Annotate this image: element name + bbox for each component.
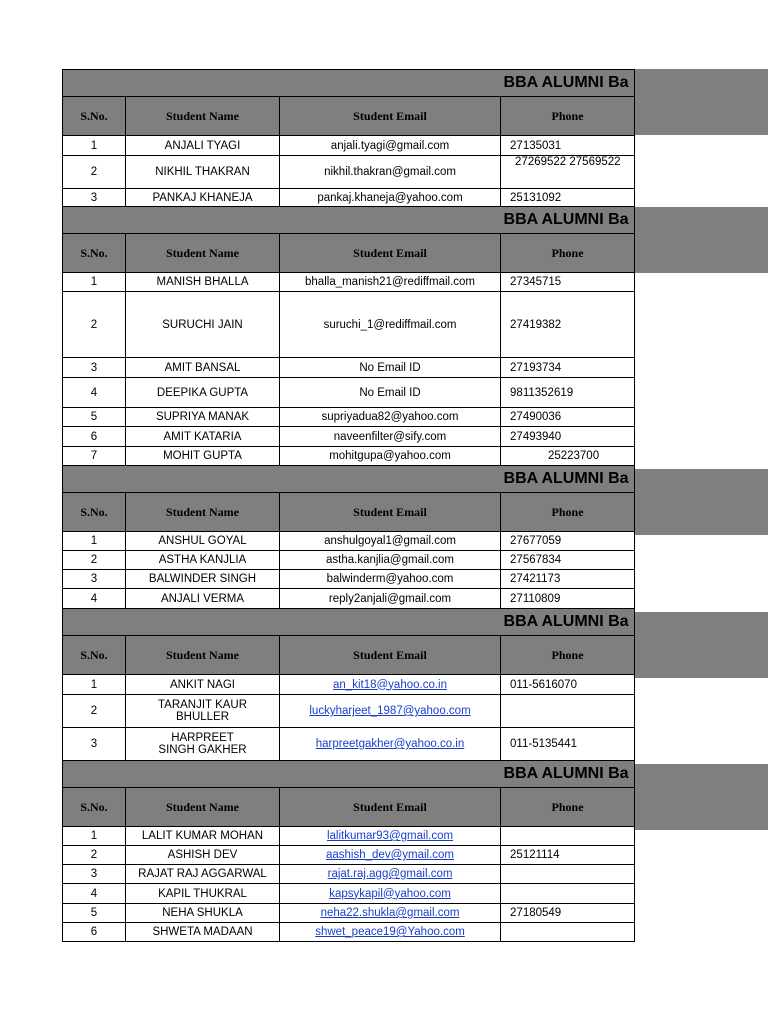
- sno-cell: 5: [63, 408, 126, 427]
- student-name-cell: NEHA SHUKLA: [126, 904, 280, 923]
- sno-cell: 2: [63, 846, 126, 865]
- sno-cell: 1: [63, 675, 126, 695]
- header-sno: S.No.: [63, 636, 126, 675]
- table-row: [63, 427, 635, 447]
- section-title-row: [63, 761, 635, 788]
- column-header-row: [63, 234, 635, 273]
- student-email-cell: [280, 532, 501, 551]
- email-text: anjali.tyagi@gmail.com: [330, 139, 450, 152]
- student-email-cell: [280, 728, 501, 761]
- phone-cell: 27135031: [501, 136, 635, 156]
- table-row: [63, 408, 635, 427]
- student-email-cell: [280, 923, 501, 942]
- table-row: [63, 589, 635, 609]
- sno-cell: 3: [63, 358, 126, 378]
- email-link[interactable]: kapsykapil@yahoo.com: [329, 887, 451, 900]
- header-phone: Phone: [501, 788, 635, 827]
- email-link[interactable]: neha22.shukla@gmail.com: [320, 907, 460, 919]
- student-name-cell: MOHIT GUPTA: [126, 447, 280, 466]
- student-email-cell: [280, 378, 501, 408]
- student-name-cell: SHWETA MADAAN: [126, 923, 280, 942]
- student-email-cell: [280, 904, 501, 923]
- phone-cell: 27677059: [501, 532, 635, 551]
- phone-cell: 27110809: [501, 589, 635, 609]
- section-title-row: [63, 207, 635, 234]
- student-name-cell: DEEPIKA GUPTA: [126, 378, 280, 408]
- table-row: [63, 728, 635, 761]
- email-link[interactable]: luckyharjeet_1987@yahoo.com: [309, 705, 471, 717]
- email-text: reply2anjali@gmail.com: [328, 592, 452, 605]
- phone-cell: 9811352619: [501, 378, 635, 408]
- email-link[interactable]: shwet_peace19@Yahoo.com: [315, 926, 465, 938]
- sno-cell: 6: [63, 923, 126, 942]
- email-link[interactable]: an_kit18@yahoo.co.in: [333, 678, 447, 691]
- phone-cell: 25131092: [501, 189, 635, 207]
- phone-cell: 27180549: [501, 904, 635, 923]
- student-email-cell: [280, 273, 501, 292]
- sno-cell: 3: [63, 189, 126, 207]
- sno-cell: 2: [63, 292, 126, 358]
- student-email-cell: [280, 189, 501, 207]
- phone-cell: 27193734: [501, 358, 635, 378]
- email-text: bhalla_manish21@rediffmail.com: [305, 276, 476, 288]
- email-text: No Email ID: [359, 361, 421, 374]
- table-row: [63, 923, 635, 942]
- sno-cell: 3: [63, 728, 126, 761]
- student-name-cell: RAJAT RAJ AGGARWAL: [126, 865, 280, 884]
- header-sno: S.No.: [63, 234, 126, 273]
- student-name-cell: AMIT KATARIA: [126, 427, 280, 447]
- student-email-cell: [280, 408, 501, 427]
- student-name-cell: TARANJIT KAUR BHULLER: [126, 695, 280, 728]
- sno-cell: 2: [63, 551, 126, 570]
- sno-cell: 4: [63, 884, 126, 904]
- sno-cell: 1: [63, 136, 126, 156]
- table-row: [63, 189, 635, 207]
- student-name-cell: LALIT KUMAR MOHAN: [126, 827, 280, 846]
- sno-cell: 1: [63, 532, 126, 551]
- alumni-sheet: [62, 69, 634, 942]
- header-sno: S.No.: [63, 788, 126, 827]
- section-title-row: [63, 609, 635, 636]
- student-name-cell: ASHISH DEV: [126, 846, 280, 865]
- sno-cell: 1: [63, 827, 126, 846]
- student-email-cell: [280, 884, 501, 904]
- phone-cell: [501, 923, 635, 942]
- table-row: [63, 884, 635, 904]
- student-name-cell: MANISH BHALLA: [126, 273, 280, 292]
- title-blank-cell: [63, 70, 501, 97]
- phone-cell: 25121114: [501, 846, 635, 865]
- table-row: [63, 695, 635, 728]
- email-link[interactable]: lalitkumar93@gmail.com: [326, 830, 454, 842]
- student-name-cell: KAPIL THUKRAL: [126, 884, 280, 904]
- header-student-name: Student Name: [126, 493, 280, 532]
- email-link[interactable]: aashish_dev@ymail.com: [326, 849, 455, 861]
- phone-cell: [501, 865, 635, 884]
- table-row: [63, 532, 635, 551]
- sno-cell: 7: [63, 447, 126, 466]
- student-name-cell: SUPRIYA MANAK: [126, 408, 280, 427]
- section-band-5: [634, 764, 768, 830]
- table-row: [63, 865, 635, 884]
- email-text: naveenfilter@sify.com: [333, 430, 447, 443]
- section-title-row: [63, 466, 635, 493]
- phone-cell: 25223700: [501, 447, 635, 466]
- student-name-cell: ASTHA KANJLIA: [126, 551, 280, 570]
- email-link[interactable]: rajat.raj.agg@gmail.com: [327, 868, 453, 880]
- student-name-cell: NIKHIL THAKRAN: [126, 156, 280, 189]
- table-row: [63, 292, 635, 358]
- title-blank-cell: [63, 207, 501, 234]
- header-student-name: Student Name: [126, 97, 280, 136]
- table-row: [63, 551, 635, 570]
- sno-cell: 4: [63, 589, 126, 609]
- column-header-row: [63, 788, 635, 827]
- phone-cell: 27493940: [501, 427, 635, 447]
- student-email-cell: [280, 695, 501, 728]
- table-row: [63, 378, 635, 408]
- email-text: No Email ID: [359, 386, 421, 399]
- section-title-cell: [501, 466, 635, 493]
- sno-cell: 2: [63, 695, 126, 728]
- section-band-3: [634, 469, 768, 535]
- header-student-name: Student Name: [126, 636, 280, 675]
- email-text: suruchi_1@rediffmail.com: [323, 318, 457, 331]
- student-name-cell: BALWINDER SINGH: [126, 570, 280, 589]
- email-text: anshulgoyal1@gmail.com: [324, 535, 456, 547]
- phone-cell: 011-5616070: [501, 675, 635, 695]
- email-text: balwinderm@yahoo.com: [326, 573, 454, 585]
- student-email-cell: [280, 675, 501, 695]
- column-header-row: [63, 636, 635, 675]
- section-title: BBA ALUMNI Ba: [503, 613, 629, 630]
- section-title: BBA ALUMNI Ba: [503, 765, 629, 782]
- student-email-cell: [280, 865, 501, 884]
- table-row: [63, 570, 635, 589]
- header-student-email: Student Email: [280, 788, 501, 827]
- table-row: [63, 447, 635, 466]
- section-title: BBA ALUMNI Ba: [503, 74, 629, 91]
- header-phone: Phone: [501, 493, 635, 532]
- student-email-cell: [280, 447, 501, 466]
- phone-cell: 27490036: [501, 408, 635, 427]
- title-blank-cell: [63, 466, 501, 493]
- section-band-2: [634, 207, 768, 273]
- student-email-cell: [280, 846, 501, 865]
- section-title-cell: [501, 70, 635, 97]
- sno-cell: 6: [63, 427, 126, 447]
- student-name-cell: ANJALI VERMA: [126, 589, 280, 609]
- phone-cell: [501, 827, 635, 846]
- table-row: [63, 273, 635, 292]
- section-band-4: [634, 612, 768, 678]
- section-title-cell: [501, 609, 635, 636]
- student-name-cell: PANKAJ KHANEJA: [126, 189, 280, 207]
- sno-cell: 2: [63, 156, 126, 189]
- phone-cell: [501, 695, 635, 728]
- student-name-cell: AMIT BANSAL: [126, 358, 280, 378]
- section-title-cell: [501, 761, 635, 788]
- header-student-email: Student Email: [280, 493, 501, 532]
- table-row: [63, 827, 635, 846]
- phone-cell: 27419382: [501, 292, 635, 358]
- table-row: [63, 136, 635, 156]
- header-student-email: Student Email: [280, 234, 501, 273]
- header-student-email: Student Email: [280, 636, 501, 675]
- student-email-cell: [280, 136, 501, 156]
- sno-cell: 3: [63, 570, 126, 589]
- phone-cell: 27269522 27569522: [501, 156, 635, 189]
- student-email-cell: [280, 589, 501, 609]
- table-row: [63, 675, 635, 695]
- student-email-cell: [280, 427, 501, 447]
- email-text: supriyadua82@yahoo.com: [321, 411, 459, 423]
- alumni-table: [62, 69, 635, 942]
- phone-cell: 27345715: [501, 273, 635, 292]
- table-row: [63, 156, 635, 189]
- header-phone: Phone: [501, 97, 635, 136]
- column-header-row: [63, 97, 635, 136]
- sno-cell: 5: [63, 904, 126, 923]
- table-row: [63, 358, 635, 378]
- email-text: pankaj.khaneja@yahoo.com: [317, 191, 463, 204]
- header-student-name: Student Name: [126, 788, 280, 827]
- section-title: BBA ALUMNI Ba: [503, 211, 629, 228]
- student-name-cell: HARPREET SINGH GAKHER: [126, 728, 280, 761]
- email-text: nikhil.thakran@gmail.com: [324, 166, 456, 178]
- title-blank-cell: [63, 609, 501, 636]
- alumni-table-body: [63, 70, 635, 942]
- phone-cell: [501, 884, 635, 904]
- header-student-email: Student Email: [280, 97, 501, 136]
- header-phone: Phone: [501, 636, 635, 675]
- sno-cell: 1: [63, 273, 126, 292]
- student-email-cell: [280, 551, 501, 570]
- student-email-cell: [280, 570, 501, 589]
- phone-cell: 27567834: [501, 551, 635, 570]
- phone-cell: 27421173: [501, 570, 635, 589]
- student-name-cell: ANJALI TYAGI: [126, 136, 280, 156]
- header-phone: Phone: [501, 234, 635, 273]
- title-blank-cell: [63, 761, 501, 788]
- header-sno: S.No.: [63, 97, 126, 136]
- student-name-cell: SURUCHI JAIN: [126, 292, 280, 358]
- table-row: [63, 904, 635, 923]
- column-header-row: [63, 493, 635, 532]
- header-sno: S.No.: [63, 493, 126, 532]
- email-text: astha.kanjlia@gmail.com: [326, 554, 455, 566]
- sno-cell: 3: [63, 865, 126, 884]
- header-student-name: Student Name: [126, 234, 280, 273]
- sno-cell: 4: [63, 378, 126, 408]
- student-name-cell: ANSHUL GOYAL: [126, 532, 280, 551]
- section-band-1: [634, 69, 768, 135]
- phone-cell: 011-5135441: [501, 728, 635, 761]
- section-title-row: [63, 70, 635, 97]
- table-row: [63, 846, 635, 865]
- student-name-cell: ANKIT NAGI: [126, 675, 280, 695]
- student-email-cell: [280, 358, 501, 378]
- email-link[interactable]: harpreetgakher@yahoo.co.in: [315, 738, 465, 750]
- section-title-cell: [501, 207, 635, 234]
- section-title: BBA ALUMNI Ba: [503, 470, 629, 487]
- student-email-cell: [280, 827, 501, 846]
- email-text: mohitgupa@yahoo.com: [329, 450, 451, 462]
- student-email-cell: [280, 156, 501, 189]
- student-email-cell: [280, 292, 501, 358]
